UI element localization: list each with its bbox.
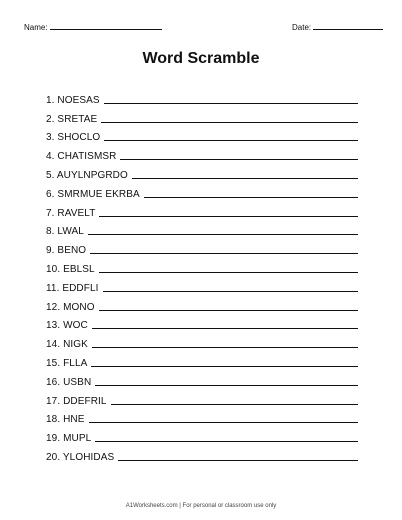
- answer-line: [101, 122, 358, 123]
- answer-line: [111, 404, 358, 405]
- scrambled-word: 2. SRETAE: [46, 113, 98, 125]
- word-list: [46, 87, 358, 463]
- answer-line: [103, 291, 359, 292]
- answer-line: [90, 253, 358, 254]
- answer-line: [99, 272, 358, 273]
- scrambled-word: 20. YLOHIDAS: [46, 451, 115, 463]
- scrambled-word: 13. WOC: [46, 320, 88, 332]
- list-item: [46, 162, 358, 181]
- scrambled-word: 15. FLLA: [46, 357, 88, 369]
- answer-line: [104, 140, 358, 141]
- footer-text: A1Worksheets.com | For personal or classroom use only: [125, 503, 277, 509]
- answer-line: [91, 366, 358, 367]
- list-item: [46, 388, 358, 407]
- date-field: [292, 22, 383, 32]
- name-field: [24, 22, 162, 32]
- scrambled-word: 16. USBN: [46, 376, 92, 388]
- answer-line: [99, 216, 358, 217]
- header-row: [0, 22, 402, 36]
- list-item: [46, 200, 358, 219]
- list-item: [46, 219, 358, 238]
- list-item: [46, 106, 358, 125]
- scrambled-word: 9. BENO: [46, 245, 87, 257]
- scrambled-word: 11. EDDFLI: [46, 282, 99, 294]
- answer-line: [89, 422, 359, 423]
- answer-line: [99, 310, 358, 311]
- scrambled-word: 6. SMRMUE EKRBA: [46, 188, 140, 200]
- scrambled-word: 18. HNE: [46, 414, 85, 426]
- list-item: [46, 237, 358, 256]
- list-item: [46, 181, 358, 200]
- answer-line: [104, 103, 358, 104]
- list-item: [46, 256, 358, 275]
- answer-line: [95, 385, 358, 386]
- answer-line: [144, 197, 358, 198]
- answer-line: [132, 178, 358, 179]
- name-label: Name:: [24, 23, 48, 32]
- list-item: [46, 313, 358, 332]
- scrambled-word: 17. DDEFRIL: [46, 395, 107, 407]
- list-item: [46, 331, 358, 350]
- list-item: [46, 369, 358, 388]
- list-item: [46, 143, 358, 162]
- scrambled-word: 4. CHATISMSR: [46, 151, 117, 163]
- scrambled-word: 19. MUPL: [46, 433, 92, 445]
- list-item: [46, 275, 358, 294]
- answer-line: [95, 441, 358, 442]
- list-item: [46, 125, 358, 144]
- answer-line: [92, 328, 358, 329]
- scrambled-word: 3. SHOCLO: [46, 132, 101, 144]
- answer-line: [88, 234, 358, 235]
- scrambled-word: 1. NOESAS: [46, 94, 100, 106]
- scrambled-word: 10. EBLSL: [46, 263, 95, 275]
- list-item: [46, 87, 358, 106]
- date-label: Date:: [292, 23, 312, 32]
- answer-line: [120, 159, 358, 160]
- list-item: [46, 444, 358, 463]
- answer-line: [92, 347, 358, 348]
- answer-line: [118, 460, 358, 461]
- list-item: [46, 350, 358, 369]
- scrambled-word: 8. LWAL: [46, 226, 84, 238]
- list-item: [46, 407, 358, 426]
- date-blank-line: [313, 22, 383, 30]
- scrambled-word: 7. RAVELT: [46, 207, 96, 219]
- scrambled-word: 12. MONO: [46, 301, 95, 313]
- scrambled-word: 14. NIGK: [46, 339, 88, 351]
- name-blank-line: [50, 22, 162, 30]
- list-item: [46, 425, 358, 444]
- scrambled-word: 5. AUYLNPGRDO: [46, 169, 128, 181]
- page-title: Word Scramble: [142, 50, 260, 67]
- list-item: [46, 294, 358, 313]
